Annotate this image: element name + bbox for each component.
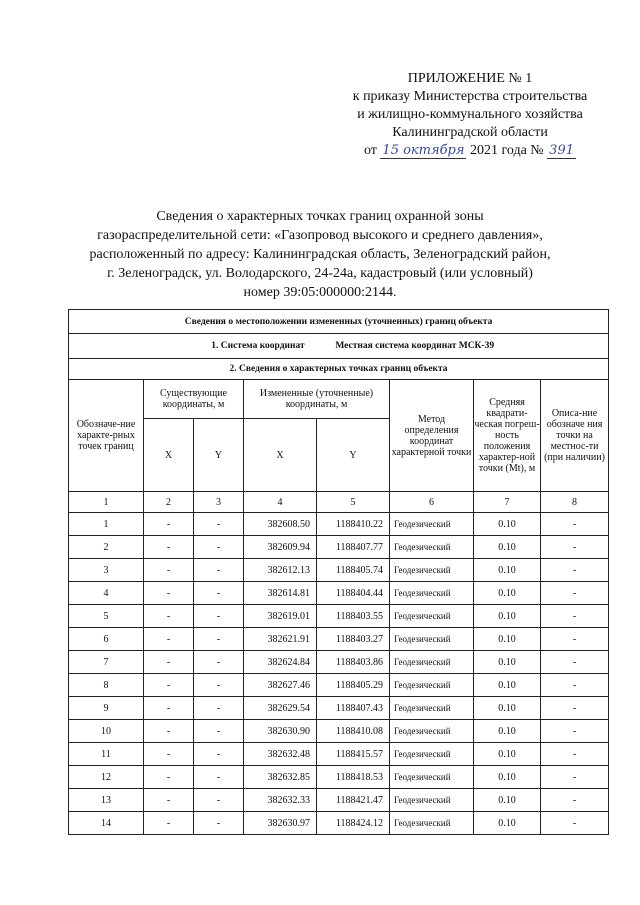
order-line — [330, 142, 610, 160]
existing-x-cell: - — [144, 674, 194, 697]
table-row — [69, 628, 609, 651]
existing-x-cell: - — [144, 720, 194, 743]
col-number: 6 — [390, 492, 474, 513]
point-number-cell: 7 — [69, 651, 144, 674]
point-number-cell: 2 — [69, 536, 144, 559]
appendix-line-4: Калининградской области — [392, 125, 548, 140]
existing-y-cell: - — [194, 605, 244, 628]
header-error: Средняя квадрати-ческая погреш-ность положения характер-ной точки (Mt), м — [474, 380, 541, 492]
description-cell: - — [541, 582, 609, 605]
existing-y-cell: - — [194, 513, 244, 536]
method-cell: Геодезический — [390, 582, 474, 605]
col-number: 1 — [69, 492, 144, 513]
point-number-cell: 8 — [69, 674, 144, 697]
existing-x-cell: - — [144, 559, 194, 582]
changed-x-cell: 382630.97 — [244, 812, 317, 835]
mean-error-cell: 0.10 — [474, 743, 541, 766]
title-line-4: г. Зеленоградск, ул. Володарского, 24-24а, кадастровый (или условный) — [107, 266, 533, 281]
existing-y-cell: - — [194, 743, 244, 766]
description-cell: - — [541, 559, 609, 582]
point-number-cell: 13 — [69, 789, 144, 812]
method-cell: Геодезический — [390, 513, 474, 536]
existing-y-cell: - — [194, 720, 244, 743]
method-cell: Геодезический — [390, 812, 474, 835]
changed-x-cell: 382621.91 — [244, 628, 317, 651]
header-changed-coords: Измененные (уточненные) координаты, м — [244, 380, 390, 419]
existing-y-cell: - — [194, 674, 244, 697]
point-number-cell: 10 — [69, 720, 144, 743]
mean-error-cell: 0.10 — [474, 720, 541, 743]
description-cell: - — [541, 789, 609, 812]
changed-x-cell: 382608.50 — [244, 513, 317, 536]
header-method: Метод определения координат характерной точки — [390, 380, 474, 492]
existing-x-cell: - — [144, 628, 194, 651]
method-cell: Геодезический — [390, 697, 474, 720]
col-number: 4 — [244, 492, 317, 513]
table-row — [69, 720, 609, 743]
coord-system-row — [69, 334, 609, 359]
appendix-header — [330, 70, 610, 160]
mean-error-cell: 0.10 — [474, 605, 541, 628]
mean-error-cell: 0.10 — [474, 628, 541, 651]
existing-x-cell: - — [144, 651, 194, 674]
existing-x-cell: - — [144, 513, 194, 536]
title-line-2: газораспределительной сети: «Газопровод высокого и среднего давления», — [97, 228, 543, 243]
table-row — [69, 674, 609, 697]
method-cell: Геодезический — [390, 651, 474, 674]
existing-y-cell: - — [194, 536, 244, 559]
description-cell: - — [541, 812, 609, 835]
existing-y-cell: - — [194, 812, 244, 835]
changed-y-cell: 1188410.08 — [317, 720, 390, 743]
table-body — [69, 513, 609, 835]
col-number: 8 — [541, 492, 609, 513]
points-section-label: 2. Сведения о характерных точках границ объекта — [69, 359, 609, 380]
existing-x-cell: - — [144, 697, 194, 720]
changed-y-cell: 1188407.43 — [317, 697, 390, 720]
mean-error-cell: 0.10 — [474, 651, 541, 674]
method-cell: Геодезический — [390, 536, 474, 559]
boundary-points-table — [68, 309, 609, 835]
table-row — [69, 582, 609, 605]
description-cell: - — [541, 720, 609, 743]
method-cell: Геодезический — [390, 628, 474, 651]
appendix-line-2: к приказу Министерства строительства — [352, 89, 588, 104]
existing-y-cell: - — [194, 651, 244, 674]
existing-y-cell: - — [194, 559, 244, 582]
description-cell: - — [541, 513, 609, 536]
description-cell: - — [541, 766, 609, 789]
changed-y-cell: 1188405.29 — [317, 674, 390, 697]
document-title — [60, 207, 580, 302]
existing-x-cell: - — [144, 605, 194, 628]
mean-error-cell: 0.10 — [474, 812, 541, 835]
changed-x-cell: 382619.01 — [244, 605, 317, 628]
changed-x-cell: 382627.46 — [244, 674, 317, 697]
appendix-line-3: и жилищно-коммунального хозяйства — [357, 107, 583, 122]
method-cell: Геодезический — [390, 720, 474, 743]
point-number-cell: 3 — [69, 559, 144, 582]
existing-x-cell: - — [144, 536, 194, 559]
existing-y-cell: - — [194, 789, 244, 812]
coord-system-label: 1. Система координат — [211, 341, 305, 351]
changed-y-cell: 1188415.57 — [317, 743, 390, 766]
existing-y-cell: - — [194, 582, 244, 605]
method-cell: Геодезический — [390, 789, 474, 812]
existing-y-cell: - — [194, 628, 244, 651]
order-prefix: от — [363, 143, 377, 158]
mean-error-cell: 0.10 — [474, 674, 541, 697]
method-cell: Геодезический — [390, 605, 474, 628]
changed-y-cell: 1188410.22 — [317, 513, 390, 536]
col-number: 5 — [317, 492, 390, 513]
changed-x-cell: 382612.13 — [244, 559, 317, 582]
header-description: Описа-ние обозначе ния точки на местнос-ти (при наличии) — [541, 380, 609, 492]
point-number-cell: 14 — [69, 812, 144, 835]
order-number-handwritten: 391 — [549, 143, 574, 158]
mean-error-cell: 0.10 — [474, 789, 541, 812]
table-row — [69, 536, 609, 559]
table-row — [69, 605, 609, 628]
table-row — [69, 559, 609, 582]
point-number-cell: 4 — [69, 582, 144, 605]
table-row — [69, 513, 609, 536]
table-row — [69, 812, 609, 835]
col-number: 7 — [474, 492, 541, 513]
description-cell: - — [541, 697, 609, 720]
column-number-row — [69, 492, 609, 513]
changed-y-cell: 1188403.55 — [317, 605, 390, 628]
description-cell: - — [541, 605, 609, 628]
coord-system-value: Местная система координат МСК-39 — [335, 341, 495, 351]
changed-y-cell: 1188403.27 — [317, 628, 390, 651]
mean-error-cell: 0.10 — [474, 559, 541, 582]
existing-x-cell: - — [144, 789, 194, 812]
header-existing-x: X — [144, 419, 194, 492]
description-cell: - — [541, 628, 609, 651]
table-row — [69, 789, 609, 812]
changed-x-cell: 382609.94 — [244, 536, 317, 559]
changed-y-cell: 1188421.47 — [317, 789, 390, 812]
changed-y-cell: 1188405.74 — [317, 559, 390, 582]
col-number: 3 — [194, 492, 244, 513]
order-date-handwritten: 15 октября — [382, 143, 465, 158]
mean-error-cell: 0.10 — [474, 582, 541, 605]
changed-y-cell: 1188407.77 — [317, 536, 390, 559]
description-cell: - — [541, 536, 609, 559]
changed-y-cell: 1188418.53 — [317, 766, 390, 789]
changed-y-cell: 1188424.12 — [317, 812, 390, 835]
method-cell: Геодезический — [390, 766, 474, 789]
point-number-cell: 12 — [69, 766, 144, 789]
existing-x-cell: - — [144, 582, 194, 605]
title-line-1: Сведения о характерных точках границ охранной зоны — [156, 209, 484, 224]
changed-y-cell: 1188404.44 — [317, 582, 390, 605]
description-cell: - — [541, 651, 609, 674]
changed-x-cell: 382630.90 — [244, 720, 317, 743]
table-row — [69, 697, 609, 720]
changed-y-cell: 1188403.86 — [317, 651, 390, 674]
changed-x-cell: 382629.54 — [244, 697, 317, 720]
mean-error-cell: 0.10 — [474, 513, 541, 536]
changed-x-cell: 382632.85 — [244, 766, 317, 789]
point-number-cell: 9 — [69, 697, 144, 720]
header-existing-coords: Существующие координаты, м — [144, 380, 244, 419]
header-changed-x: X — [244, 419, 317, 492]
point-number-cell: 5 — [69, 605, 144, 628]
header-existing-y: Y — [194, 419, 244, 492]
table-row — [69, 743, 609, 766]
description-cell: - — [541, 674, 609, 697]
changed-x-cell: 382632.33 — [244, 789, 317, 812]
point-number-cell: 1 — [69, 513, 144, 536]
header-designation: Обозначе-ние характе-рных точек границ — [69, 380, 144, 492]
existing-x-cell: - — [144, 743, 194, 766]
description-cell: - — [541, 743, 609, 766]
mean-error-cell: 0.10 — [474, 766, 541, 789]
method-cell: Геодезический — [390, 743, 474, 766]
col-number: 2 — [144, 492, 194, 513]
method-cell: Геодезический — [390, 674, 474, 697]
order-year: 2021 года № — [469, 143, 544, 158]
existing-x-cell: - — [144, 766, 194, 789]
changed-x-cell: 382632.48 — [244, 743, 317, 766]
point-number-cell: 11 — [69, 743, 144, 766]
header-changed-y: Y — [317, 419, 390, 492]
changed-x-cell: 382614.81 — [244, 582, 317, 605]
existing-y-cell: - — [194, 766, 244, 789]
mean-error-cell: 0.10 — [474, 697, 541, 720]
title-line-3: расположенный по адресу: Калининградская область, Зеленоградский район, — [89, 247, 551, 262]
changed-x-cell: 382624.84 — [244, 651, 317, 674]
existing-y-cell: - — [194, 697, 244, 720]
table-row — [69, 766, 609, 789]
existing-x-cell: - — [144, 812, 194, 835]
mean-error-cell: 0.10 — [474, 536, 541, 559]
table-row — [69, 651, 609, 674]
section-title: Сведения о местоположении измененных (уточненных) границ объекта — [69, 310, 609, 334]
method-cell: Геодезический — [390, 559, 474, 582]
appendix-title: ПРИЛОЖЕНИЕ № 1 — [407, 71, 533, 86]
point-number-cell: 6 — [69, 628, 144, 651]
title-line-5: номер 39:05:000000:2144. — [243, 285, 397, 300]
